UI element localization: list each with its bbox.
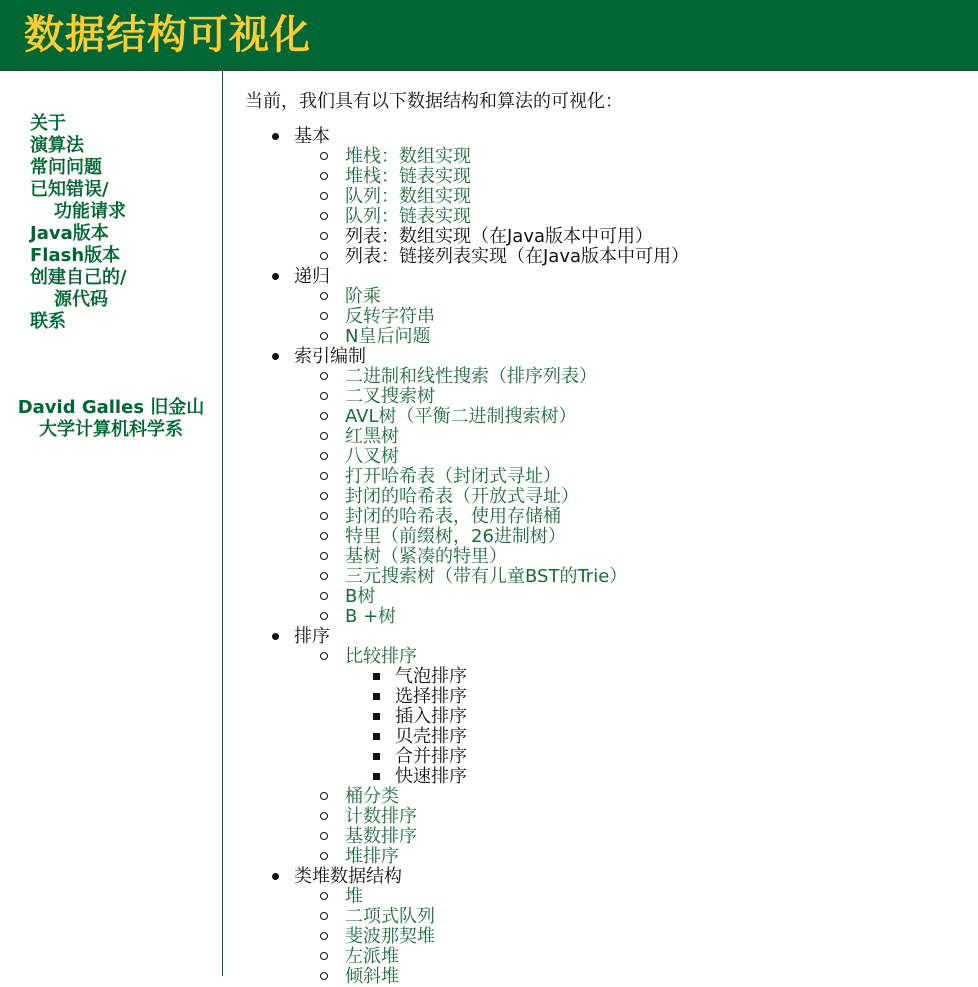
list-item	[294, 927, 965, 947]
list-item	[345, 747, 965, 767]
list-item	[294, 527, 965, 547]
list-item	[294, 607, 965, 627]
list-item	[345, 767, 965, 787]
visualization-link[interactable]: 封闭的哈希表（开放式寻址）	[345, 486, 579, 507]
sort-link[interactable]: 插入排序	[395, 706, 467, 727]
category-label: 索引编制	[294, 346, 366, 367]
visualization-link[interactable]: 堆栈：链表实现	[345, 166, 471, 187]
visualization-link[interactable]: 二叉搜索树	[345, 386, 435, 407]
list-item	[294, 647, 965, 787]
category-label: 基本	[294, 126, 330, 147]
visualization-link[interactable]: 堆	[345, 886, 363, 907]
visualization-link[interactable]: 二项式队列	[345, 906, 435, 927]
list-item	[345, 687, 965, 707]
category-item	[245, 867, 965, 987]
visualization-link[interactable]: 比较排序	[345, 646, 417, 667]
list-item	[294, 447, 965, 467]
category-list	[245, 127, 965, 987]
visualization-link[interactable]: 打开哈希表（封闭式寻址）	[345, 466, 561, 487]
category-item	[245, 127, 965, 267]
visualization-link[interactable]: 基数排序	[345, 826, 417, 847]
list-item	[294, 407, 965, 427]
visualization-link[interactable]: 二进制和线性搜索（排序列表）	[345, 366, 597, 387]
visualization-link[interactable]: 计数排序	[345, 806, 417, 827]
list-item	[294, 827, 965, 847]
list-item	[294, 887, 965, 907]
visualization-link[interactable]: B树	[345, 586, 376, 607]
nav-link-java-version[interactable]: Java版本	[30, 223, 109, 244]
nav-link-about[interactable]: 关于	[30, 113, 66, 134]
list-item	[294, 807, 965, 827]
category-label: 递归	[294, 266, 330, 287]
visualization-link[interactable]: 基树（紧凑的特里）	[345, 546, 507, 567]
item-label: 列表：数组实现	[345, 226, 471, 247]
availability-note: （在Java版本中可用）	[507, 246, 690, 267]
nav-link-contact[interactable]: 联系	[30, 311, 66, 332]
list-item	[345, 727, 965, 747]
visualization-link[interactable]: 斐波那契堆	[345, 926, 435, 947]
category-item	[245, 627, 965, 867]
sort-link[interactable]: 选择排序	[395, 686, 467, 707]
site-title: 数据结构可视化	[24, 12, 311, 58]
category-label: 类堆数据结构	[294, 866, 402, 887]
visualization-link[interactable]: 左派堆	[345, 946, 399, 967]
list-item	[294, 387, 965, 407]
sort-link[interactable]: 气泡排序	[395, 666, 467, 687]
nav-link-known-bugs[interactable]: 已知错误/ 功能请求	[30, 179, 126, 222]
intro-text: 当前，我们具有以下数据结构和算法的可视化：	[245, 91, 623, 112]
visualization-link[interactable]: 红黑树	[345, 426, 399, 447]
visualization-link[interactable]: 三元搜索树（带有儿童BST的Trie）	[345, 566, 628, 587]
list-item	[294, 947, 965, 967]
visualization-link[interactable]: 封闭的哈希表，使用存储桶	[345, 506, 561, 527]
category-item	[245, 267, 965, 347]
visualization-link[interactable]: B +树	[345, 606, 397, 627]
nav-link-faq[interactable]: 常问问题	[30, 157, 102, 178]
visualization-link[interactable]: 阶乘	[345, 286, 381, 307]
sort-link[interactable]: 贝壳排序	[395, 726, 467, 747]
visualization-link[interactable]: N皇后问题	[345, 326, 431, 347]
list-item	[294, 967, 965, 987]
list-item	[294, 327, 965, 347]
visualization-link[interactable]: 队列：链表实现	[345, 206, 471, 227]
list-item	[294, 487, 965, 507]
nav-link-algorithms[interactable]: 演算法	[30, 135, 84, 156]
visualization-link[interactable]: 特里（前缀树，26进制树）	[345, 526, 566, 547]
list-item	[294, 907, 965, 927]
visualization-link[interactable]: 反转字符串	[345, 306, 435, 327]
visualization-link[interactable]: 倾斜堆	[345, 966, 399, 987]
list-item	[294, 187, 965, 207]
list-item	[294, 547, 965, 567]
nav-link-flash-version[interactable]: Flash版本	[30, 245, 121, 266]
list-item	[294, 207, 965, 227]
category-item	[245, 347, 965, 627]
list-item	[294, 427, 965, 447]
list-item	[294, 367, 965, 387]
list-item	[345, 667, 965, 687]
visualization-link[interactable]: AVL树（平衡二进制搜索树）	[345, 406, 577, 427]
author-credit: David Galles 旧金山大学计算机科学系	[17, 397, 205, 440]
list-item	[294, 467, 965, 487]
main-content	[245, 89, 965, 987]
list-item	[294, 507, 965, 527]
list-item	[294, 287, 965, 307]
list-item	[294, 587, 965, 607]
sort-link[interactable]: 快速排序	[395, 766, 467, 787]
sidebar-nav	[30, 113, 216, 333]
visualization-link[interactable]: 堆栈：数组实现	[345, 146, 471, 167]
visualization-link[interactable]: 桶分类	[345, 786, 399, 807]
site-header	[0, 0, 978, 71]
visualization-link[interactable]: 堆排序	[345, 846, 399, 867]
list-item	[294, 847, 965, 867]
visualization-link[interactable]: 八叉树	[345, 446, 399, 467]
item-label: 列表：链接列表实现	[345, 246, 507, 267]
nav-link-source-code[interactable]: 创建自己的/ 源代码	[30, 267, 127, 310]
sidebar	[0, 71, 223, 976]
list-item	[294, 167, 965, 187]
list-item	[294, 307, 965, 327]
list-item	[294, 787, 965, 807]
list-item	[345, 707, 965, 727]
list-item	[294, 147, 965, 167]
visualization-link[interactable]: 队列：数组实现	[345, 186, 471, 207]
category-label: 排序	[294, 626, 330, 647]
availability-note: （在Java版本中可用）	[471, 226, 654, 247]
list-item	[294, 227, 965, 247]
sort-link[interactable]: 合并排序	[395, 746, 467, 767]
list-item	[294, 567, 965, 587]
list-item	[294, 247, 965, 267]
